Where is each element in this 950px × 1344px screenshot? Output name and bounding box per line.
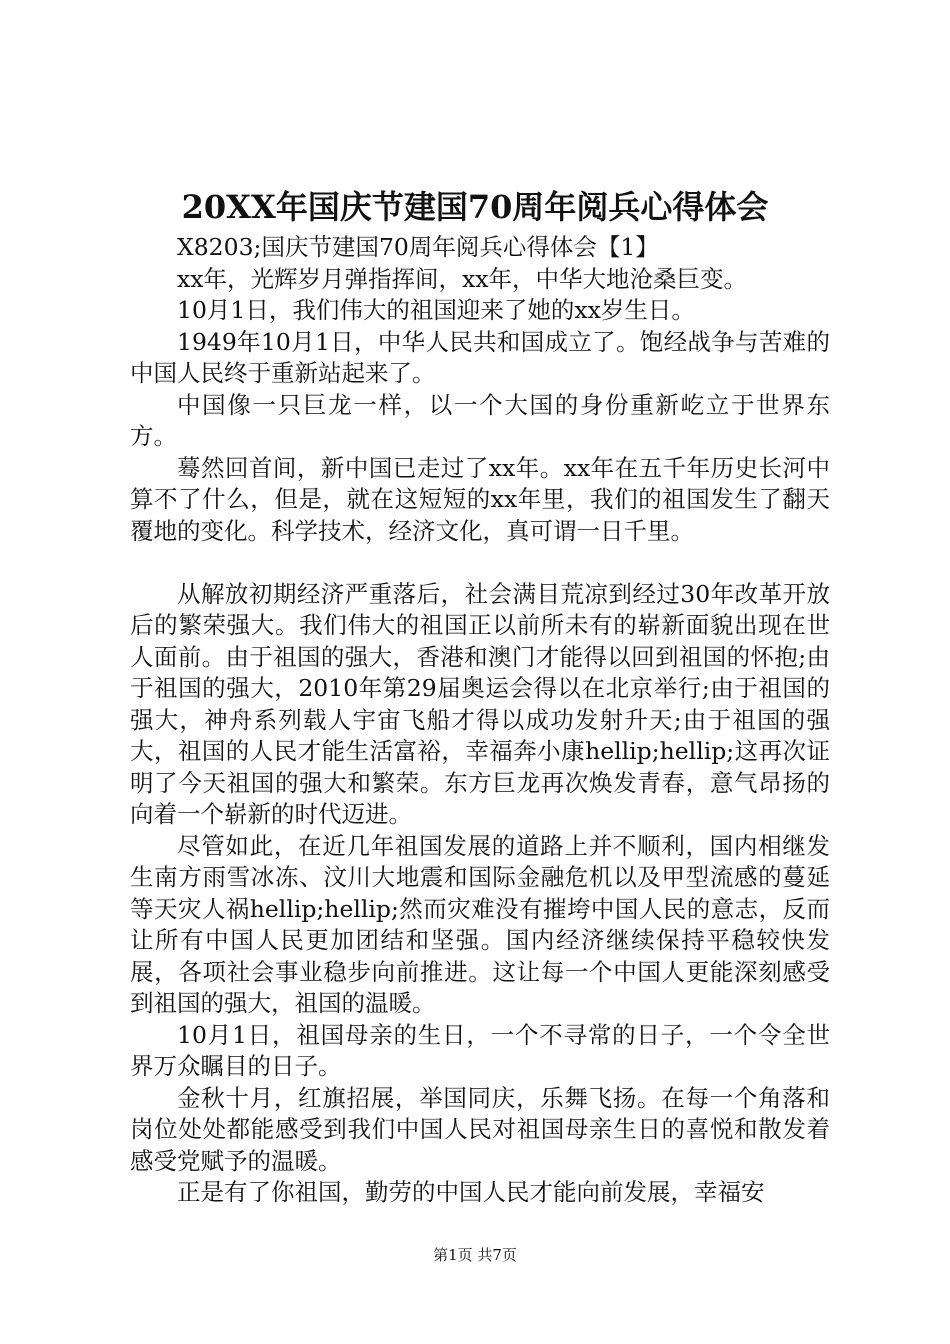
- document-body: [130, 232, 830, 1209]
- paragraph: 正是有了你祖国，勤劳的中国人民才能向前发展，幸福安: [177, 1178, 765, 1206]
- paragraph: X8203;国庆节建国70周年阅兵心得体会【1】: [177, 233, 659, 261]
- paragraph: xx年，光辉岁月弹指挥间，xx年，中华大地沧桑巨变。: [177, 264, 748, 293]
- paragraph: 从解放初期经济严重落后，社会满目荒凉到经过30年改革开放后的繁荣强大。我们伟大的祖国正以前所未有的崭新面貌出现在世人面前。由于祖国的强大，香港和澳门才能得以回到祖国的怀抱;由于祖国的强大，2010年第29届奥运会得以在北京举行;由于祖国的强大，神舟系列载人宇宙飞船才得以成功发射升天;由于祖国的强大，祖国的人民才能生活富裕，幸福奔小康hellip;hellip;这再次证明了今天祖国的强大和繁荣。东方巨龙再次焕发青春，意气昂扬的向着一个崭新的时代迈进。: [130, 579, 830, 828]
- paragraph: 蓦然回首间，新中国已走过了xx年。xx年在五千年历史长河中算不了什么，但是，就在这短短的xx年里，我们的祖国发生了翻天覆地的变化。科学技术，经济文化，真可谓一日千里。: [130, 453, 830, 545]
- paragraph: 10月1日，我们伟大的祖国迎来了她的xx岁生日。: [177, 296, 695, 324]
- paragraph: 尽管如此，在近几年祖国发展的道路上并不顺利，国内相继发生南方雨雪冰冻、汶川大地震和国际金融危机以及甲型流感的蔓延等天灾人祸hellip;hellip;然而灾难没有摧垮中国人民的意志，反而让所有中国人民更加团结和坚强。国内经济继续保持平稳较快发展，各项社会事业稳步向前推进。这让每一个中国人更能深刻感受到祖国的强大，祖国的温暖。: [130, 831, 830, 1017]
- paragraph: 中国像一只巨龙一样，以一个大国的身份重新屹立于世界东方。: [130, 390, 830, 450]
- page-number-footer: 第1页 共7页: [433, 1246, 517, 1264]
- paragraph: 金秋十月，红旗招展，举国同庆，乐舞飞扬。在每一个角落和岗位处处都能感受到我们中国人民对祖国母亲生日的喜悦和散发着感受党赋予的温暖。: [130, 1083, 830, 1175]
- paragraph: 10月1日，祖国母亲的生日，一个不寻常的日子，一个令全世界万众瞩目的日子。: [130, 1020, 830, 1080]
- paragraph: 1949年10月1日，中华人民共和国成立了。饱经战争与苦难的中国人民终于重新站起来了。: [130, 327, 830, 387]
- document-title: 20XX年国庆节建国70周年阅兵心得体会: [181, 188, 769, 226]
